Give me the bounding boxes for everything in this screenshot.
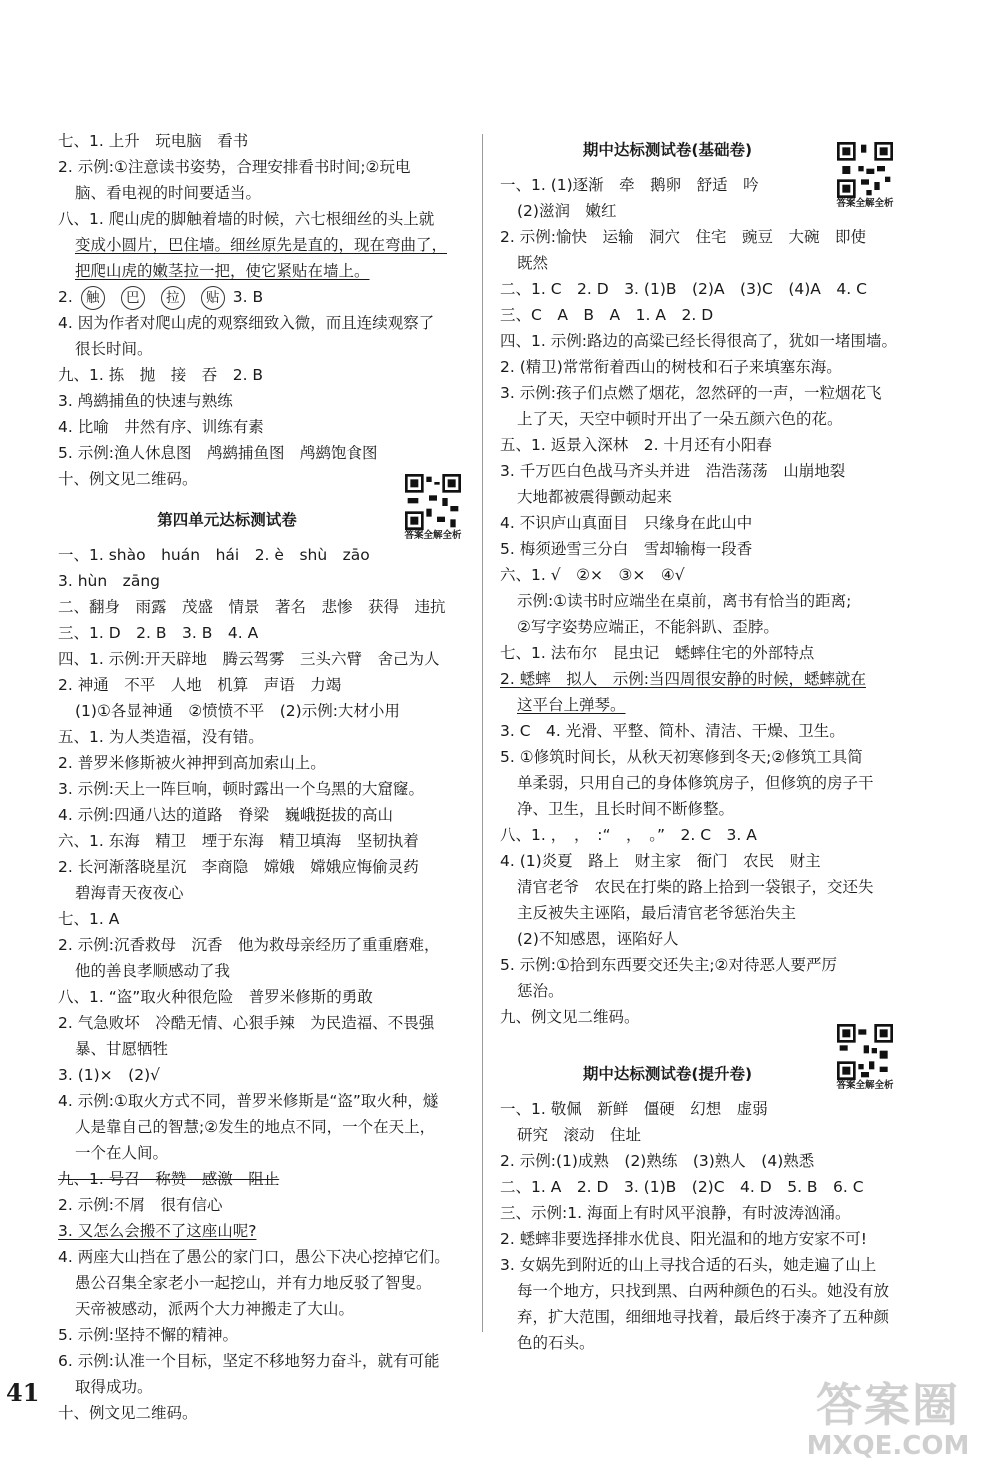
answer-line: 五、1. 返景入深林 2. 十月还有小阳春	[500, 436, 772, 454]
qr-code-unit4[interactable]	[398, 474, 468, 542]
answer-line: 4. 两座大山挡在了愚公的家门口，愚公下决心挖掉它们。	[58, 1248, 450, 1266]
qr-code-icon	[405, 474, 461, 530]
answer-line: 五、1. 为人类造福，没有错。	[58, 728, 264, 746]
qr-code-icon	[837, 142, 893, 198]
circled-words-line: 2. 触 巴 拉 贴 3. B	[58, 284, 466, 310]
page-number: 41	[6, 1378, 40, 1407]
answer-line: 一、1. (1)逐渐 牵 鹅卵 舒适 吟	[500, 176, 759, 194]
answer-line: 九、例文见二维码。	[500, 1008, 640, 1026]
answer-line: 单柔弱，只用自己的身体修筑房子，但修筑的房子干	[517, 774, 874, 792]
answer-line: (1)①各显神通 ②愤愤不平 (2)示例:大材小用	[75, 702, 400, 720]
answer-line: 2. 普罗米修斯被火神押到高加索山上。	[58, 754, 326, 772]
answer-line: (2)滋润 嫩红	[517, 202, 617, 220]
struck-answer-line: 九、1. 号召 称赞 感激 阻止	[58, 1170, 280, 1188]
answer-line: 3. C 4. 光滑、平整、简朴、清洁、干燥、卫生。	[500, 722, 845, 740]
answer-line: 他的善良孝顺感动了我	[75, 962, 231, 980]
answer-line: 碧海青天夜夜心	[75, 884, 184, 902]
answer-line: 一、1. 敬佩 新鲜 僵硬 幻想 虚弱	[500, 1100, 768, 1118]
answer-line: 2. (精卫)常常衔着西山的树枝和石子来填塞东海。	[500, 358, 842, 376]
answer-line: 一个在人间。	[75, 1144, 169, 1162]
answer-line: 4. 因为作者对爬山虎的观察细致入微，而且连续观察了	[58, 314, 435, 332]
qr-caption: 答案全解全析	[836, 198, 894, 209]
answer-line: 4. 不识庐山真面目 只缘身在此山中	[500, 514, 753, 532]
answer-line: 愚公召集全家老小一起挖山，并有力地反驳了智叟。	[75, 1274, 432, 1292]
section-title-midterm-advanced: 期中达标测试卷(提升卷)	[582, 1065, 753, 1083]
watermark	[788, 1378, 988, 1460]
answer-line: 5. 梅须逊雪三分白 雪却输梅一段香	[500, 540, 753, 558]
answer-fragment: 3. B	[232, 288, 264, 306]
underlined-answer-line: 这平台上弹琴。	[517, 696, 626, 714]
answer-line: 很长时间。	[75, 340, 153, 358]
answer-line: ②写字姿势应端正，不能斜趴、歪脖。	[517, 618, 779, 636]
answer-line: 3. 鸬鹚捕鱼的快速与熟练	[58, 392, 233, 410]
watermark-logo: 答案圈	[816, 1378, 960, 1432]
answer-line: 6. 示例:认准一个目标，坚定不移地努力奋斗，就有可能	[58, 1352, 440, 1370]
answer-line: 5. 示例:渔人休息图 鸬鹚捕鱼图 鸬鹚饱食图	[58, 444, 378, 462]
answer-line: 示例:①读书时应端坐在桌前，离书有恰当的距离;	[517, 592, 852, 610]
answer-line: 二、翻身 雨露 茂盛 情景 著名 悲惨 获得 违抗	[58, 598, 446, 616]
answer-line: 二、1. A 2. D 3. (1)B (2)C 4. D 5. B 6. C	[500, 1178, 864, 1196]
answer-line: 七、1. A	[58, 910, 120, 928]
circled-char: 触	[81, 286, 105, 310]
answer-line: 清官老爷 农民在打柴的路上拾到一袋银子，交还失	[517, 878, 874, 896]
underlined-answer-line: 把爬山虎的嫩茎拉一把，使它紧贴在墙上。	[75, 262, 370, 280]
answer-line: 七、1. 法布尔 昆虫记 蟋蟀住宅的外部特点	[500, 644, 815, 662]
left-column	[58, 128, 466, 1426]
answer-line: 大地都被震得颤动起来	[517, 488, 673, 506]
answer-line: 2. 示例:沉香救母 沉香 他为救母亲经历了重重磨难，	[58, 936, 440, 954]
underlined-answer-line: 3. 又怎么会搬不了这座山呢?	[58, 1222, 257, 1240]
answer-line: 一、1. shào huán hái 2. è shù zāo	[58, 546, 370, 564]
answer-line: 4. 比喻 井然有序、训练有素	[58, 418, 264, 436]
right-column	[500, 128, 905, 1356]
answer-line: 三、1. D 2. B 3. B 4. A	[58, 624, 259, 642]
answer-line: 3. (1)× (2)√	[58, 1066, 160, 1084]
answer-line: 4. (1)炎夏 路上 财主家 衙门 农民 财主	[500, 852, 821, 870]
answer-line: 四、1. 示例:开天辟地 腾云驾雾 三头六臂 舍己为人	[58, 650, 440, 668]
column-divider	[482, 134, 483, 1332]
qr-caption: 答案全解全析	[404, 530, 462, 541]
qr-code-midterm-advanced[interactable]	[830, 1024, 900, 1092]
qr-code-icon	[837, 1024, 893, 1080]
answer-line: 人是靠自己的智慧;②发生的地点不同，一个在天上，	[75, 1118, 436, 1136]
underlined-answer-line: 变成小圆片，巴住墙。细丝原先是直的，现在弯曲了，	[75, 236, 448, 254]
answer-line: 2. 气急败坏 冷酷无情、心狠手辣 为民造福、不畏强	[58, 1014, 435, 1032]
qr-code-midterm-basic[interactable]	[830, 142, 900, 210]
circled-char: 贴	[201, 286, 225, 310]
answer-line: 2. 示例:愉快 运输 洞穴 住宅 豌豆 大碗 即使	[500, 228, 866, 246]
answer-line: 色的石头。	[517, 1334, 595, 1352]
answer-line: 三、示例:1. 海面上有时风平浪静，有时波涛汹涌。	[500, 1204, 851, 1222]
answer-line: 5. ①修筑时间长，从秋天初寒修到冬天;②修筑工具简	[500, 748, 863, 766]
answer-line: 2. 示例:①注意读书姿势，合理安排看书时间;②玩电	[58, 158, 411, 176]
answer-line: 每一个地方，只找到黑、白两种颜色的石头。她没有放	[517, 1282, 890, 1300]
answer-line: 十、例文见二维码。	[58, 470, 198, 488]
answer-line: 3. 示例:孩子们点燃了烟花，忽然砰的一声，一粒烟花飞	[500, 384, 882, 402]
underlined-answer-line: 2. 蟋蟀 拟人 示例:当四周很安静的时候，蟋蟀就在	[500, 670, 866, 688]
answer-line: 八、1. 爬山虎的脚触着墙的时候，六七根细丝的头上就	[58, 210, 435, 228]
answer-line: 5. 示例:坚持不懈的精神。	[58, 1326, 238, 1344]
answer-line: 惩治。	[517, 982, 564, 1000]
answer-line: 2. 蟋蟀非要选择排水优良、阳光温和的地方安家不可!	[500, 1230, 867, 1248]
qr-caption: 答案全解全析	[836, 1080, 894, 1091]
section-title-midterm-basic: 期中达标测试卷(基础卷)	[582, 141, 753, 159]
answer-line: 主反被失主诬陷，最后清官老爷惩治失主	[517, 904, 797, 922]
answer-line: 研究 滚动 住址	[517, 1126, 642, 1144]
answer-line: 3. hùn zāng	[58, 572, 160, 590]
answer-line: 5. 示例:①拾到东西要交还失主;②对待恶人要严厉	[500, 956, 837, 974]
watermark-url: MXQE.COM	[806, 1431, 970, 1461]
circled-char: 巴	[121, 286, 145, 310]
answer-line: 净、卫生，且长时间不断修整。	[517, 800, 735, 818]
answer-line: 七、1. 上升 玩电脑 看书	[58, 132, 249, 150]
answer-line: 2. 长河渐落晓星沉 李商隐 嫦娥 嫦娥应悔偷灵药	[58, 858, 419, 876]
answer-line: 上了天，天空中顿时开出了一朵五颜六色的花。	[517, 410, 843, 428]
answer-line: 二、1. C 2. D 3. (1)B (2)A (3)C (4)A 4. C	[500, 280, 867, 298]
answer-line: 2. 示例:(1)成熟 (2)熟练 (3)熟人 (4)熟悉	[500, 1152, 815, 1170]
section-title-unit4: 第四单元达标测试卷	[157, 511, 297, 529]
answer-line: 4. 示例:四通八达的道路 脊梁 巍峨挺拔的高山	[58, 806, 393, 824]
answer-line: 六、1. 东海 精卫 堙于东海 精卫填海 坚韧执着	[58, 832, 419, 850]
answer-line: 3. 千万匹白色战马齐头并进 浩浩荡荡 山崩地裂	[500, 462, 846, 480]
answer-line: 弃，扩大范围，细细地寻找着，最后终于凑齐了五种颜	[517, 1308, 890, 1326]
answer-line: 2. 示例:不屑 很有信心	[58, 1196, 223, 1214]
answer-line: 九、1. 拣 抛 接 吞 2. B	[58, 366, 264, 384]
answer-line: 取得成功。	[75, 1378, 153, 1396]
answer-line: 天帝被感动，派两个大力神搬走了大山。	[75, 1300, 355, 1318]
answer-line: 四、1. 示例:路边的高粱已经长得很高了，犹如一堵围墙。	[500, 332, 897, 350]
answer-line: 八、1. ， ， :“ ， 。” 2. C 3. A	[500, 826, 757, 844]
answer-line: 三、C A B A 1. A 2. D	[500, 306, 714, 324]
answer-line: 2. 神通 不平 人地 机算 声语 力竭	[58, 676, 342, 694]
answer-line: 暴、甘愿牺牲	[75, 1040, 169, 1058]
answer-line: 3. 女娲先到附近的山上寻找合适的石头，她走遍了山上	[500, 1256, 877, 1274]
answer-line: 既然	[517, 254, 549, 272]
answer-line: 4. 示例:①取火方式不同，普罗米修斯是“盗”取火种，燧	[58, 1092, 439, 1110]
answer-line: 十、例文见二维码。	[58, 1404, 198, 1422]
circled-char: 拉	[161, 286, 185, 310]
answer-line: 3. 示例:天上一阵巨响，顿时露出一个乌黑的大窟窿。	[58, 780, 424, 798]
answer-line: 八、1. “盗”取火种很危险 普罗米修斯的勇敢	[58, 988, 373, 1006]
answer-line: 脑、看电视的时间要适当。	[75, 184, 262, 202]
answer-line: 六、1. √ ②× ③× ④√	[500, 566, 685, 584]
answer-line: (2)不知感恩，诬陷好人	[517, 930, 679, 948]
